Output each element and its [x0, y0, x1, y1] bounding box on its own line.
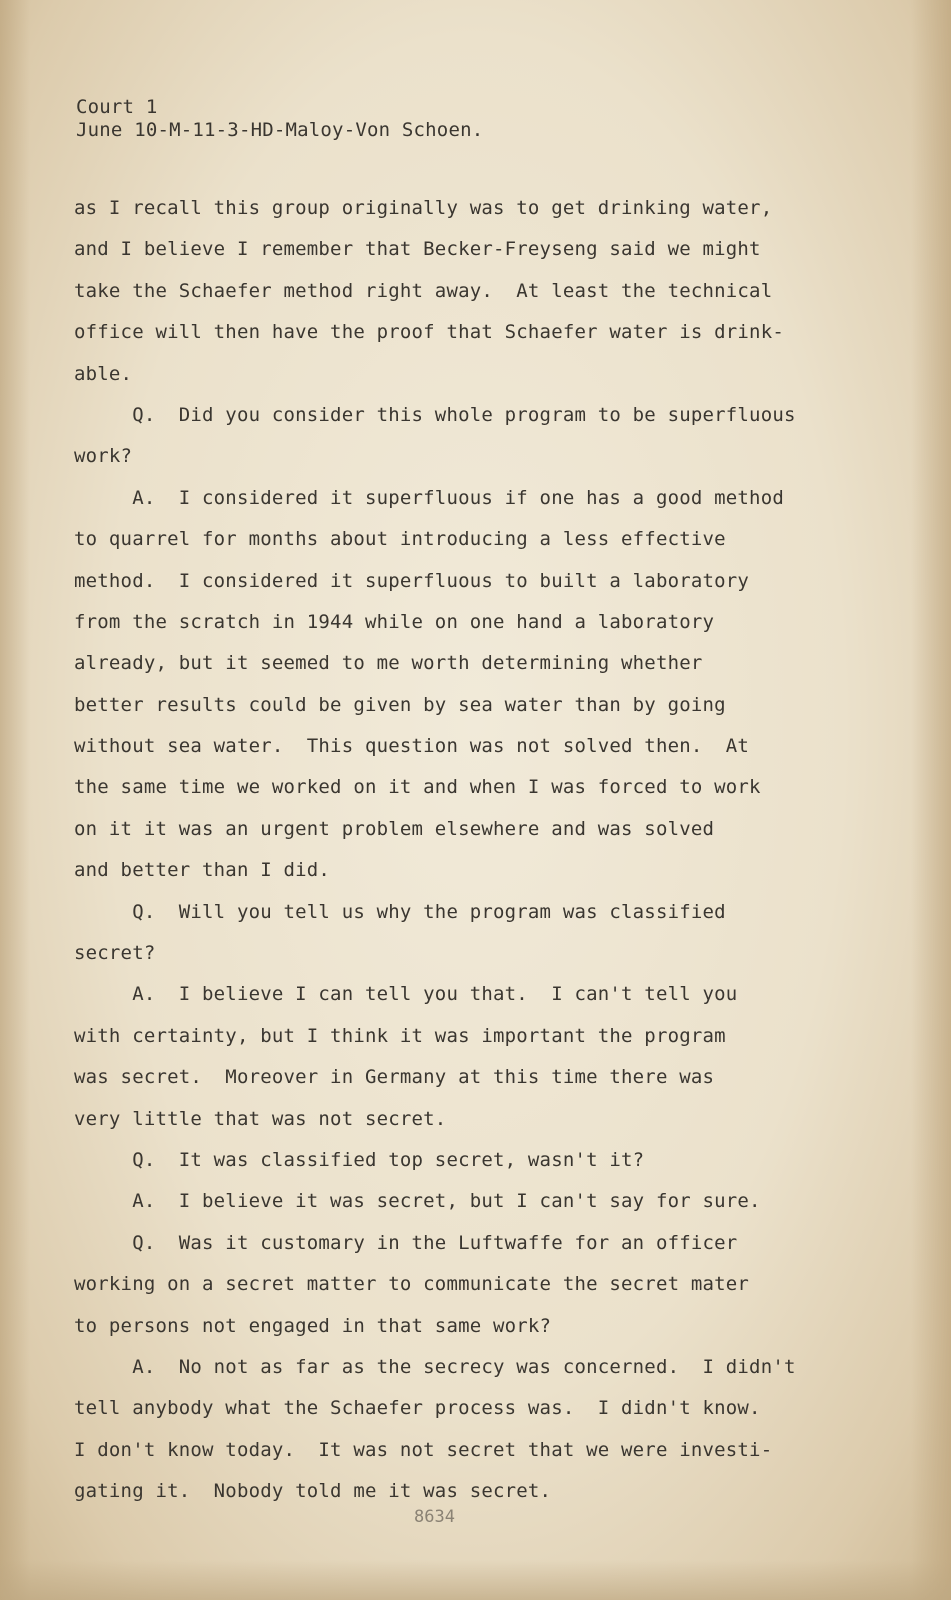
transcript-line: and I believe I remember that Becker-Freyseng said we might	[74, 238, 761, 261]
transcript-line: I don't know today. It was not secret that we were investi-	[74, 1438, 773, 1461]
transcript-line: able.	[74, 362, 133, 385]
transcript-line: without sea water. This question was not solved then. At	[74, 735, 750, 758]
transcript-line: take the Schaefer method right away. At least the technical	[74, 279, 773, 302]
transcript-line: very little that was not secret.	[74, 1107, 447, 1130]
session-label: June 10-M-11-3-HD-Maloy-Von Schoen.	[76, 119, 484, 141]
transcript-line: A. I considered it superfluous if one has a good method	[74, 486, 784, 509]
transcript-header	[76, 96, 483, 142]
transcript-line: Q. It was classified top secret, wasn't it?	[74, 1148, 645, 1171]
transcript-line: method. I considered it superfluous to built a laboratory	[74, 569, 750, 592]
transcript-line: already, but it seemed to me worth determining whether	[74, 652, 703, 675]
transcript-line: on it it was an urgent problem elsewhere and was solved	[74, 817, 715, 840]
transcript-body	[74, 188, 834, 1513]
transcript-line: and better than I did.	[74, 859, 331, 882]
transcript-line: with certainty, but I think it was important the program	[74, 1024, 726, 1047]
transcript-line: A. No not as far as the secrecy was concerned. I didn't	[74, 1355, 796, 1378]
transcript-line: gating it. Nobody told me it was secret.	[74, 1480, 552, 1503]
transcript-line: Q. Will you tell us why the program was classified	[74, 900, 726, 923]
transcript-line: work?	[74, 445, 133, 468]
transcript-line: as I recall this group originally was to get drinking water,	[74, 197, 773, 219]
transcript-line: Q. Was it customary in the Luftwaffe for an officer	[74, 1231, 738, 1254]
transcript-line: better results could be given by sea water than by going	[74, 693, 726, 716]
transcript-line: from the scratch in 1944 while on one hand a laboratory	[74, 610, 715, 633]
paper-edge-left	[0, 0, 30, 1600]
paper-edge-right	[911, 0, 951, 1600]
transcript-line: tell anybody what the Schaefer process was. I didn't know.	[74, 1397, 761, 1420]
transcript-line: Q. Did you consider this whole program to be superfluous	[74, 403, 796, 426]
transcript-line: to persons not engaged in that same work?	[74, 1314, 552, 1337]
transcript-line: A. I believe it was secret, but I can't say for sure.	[74, 1190, 761, 1213]
court-label: Court 1	[76, 96, 158, 118]
transcript-line: A. I believe I can tell you that. I can't tell you	[74, 983, 738, 1006]
page-number: 8634	[414, 1507, 455, 1527]
transcript-line: working on a secret matter to communicate the secret mater	[74, 1273, 750, 1296]
transcript-line: office will then have the proof that Schaefer water is drink-	[74, 321, 784, 344]
paper-edge-bottom	[0, 1560, 951, 1600]
transcript-line: to quarrel for months about introducing a less effective	[74, 528, 726, 551]
transcript-line: was secret. Moreover in Germany at this time there was	[74, 1066, 715, 1089]
transcript-line: the same time we worked on it and when I was forced to work	[74, 776, 761, 799]
transcript-line: secret?	[74, 942, 156, 965]
